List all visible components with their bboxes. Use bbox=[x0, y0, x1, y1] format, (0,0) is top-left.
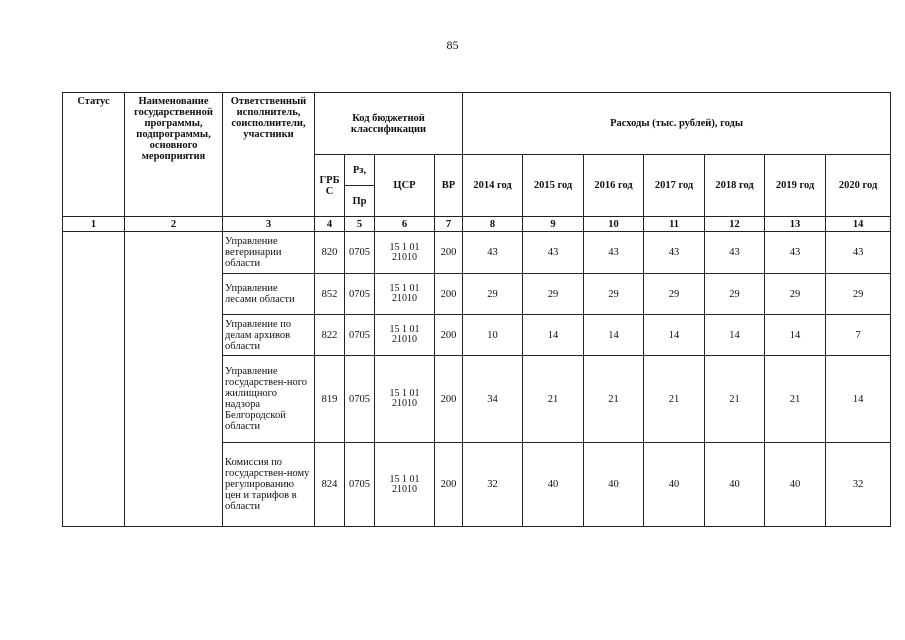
csr-cell bbox=[375, 315, 435, 356]
rzpr-cell: 0705 bbox=[345, 443, 375, 527]
column-number: 6 bbox=[375, 217, 435, 232]
expense-cell: 21 bbox=[523, 356, 584, 443]
expense-cell: 14 bbox=[705, 315, 765, 356]
expense-cell: 29 bbox=[644, 274, 705, 315]
header-program-name: Наименование государственной программы, подпрограммы, основного мероприятия bbox=[125, 93, 223, 217]
expense-cell: 43 bbox=[826, 232, 891, 274]
column-number: 12 bbox=[705, 217, 765, 232]
expense-cell: 43 bbox=[463, 232, 523, 274]
expense-cell: 21 bbox=[705, 356, 765, 443]
expense-cell: 21 bbox=[584, 356, 644, 443]
column-number: 14 bbox=[826, 217, 891, 232]
vr-cell: 200 bbox=[435, 232, 463, 274]
table-row bbox=[63, 232, 891, 274]
column-number: 9 bbox=[523, 217, 584, 232]
rzpr-cell: 0705 bbox=[345, 274, 375, 315]
grbs-cell: 819 bbox=[315, 356, 345, 443]
csr-line-2: 21010 bbox=[392, 334, 417, 345]
csr-cell bbox=[375, 274, 435, 315]
rzpr-cell: 0705 bbox=[345, 356, 375, 443]
expense-cell: 43 bbox=[705, 232, 765, 274]
header-expenses: Расходы (тыс. рублей), годы bbox=[463, 93, 891, 155]
header-row-1 bbox=[63, 93, 891, 155]
expense-cell: 32 bbox=[463, 443, 523, 527]
expense-cell: 21 bbox=[644, 356, 705, 443]
header-budget-code: Код бюджетной классификации bbox=[315, 93, 463, 155]
header-grbs: ГРБ С bbox=[315, 155, 345, 217]
column-number: 11 bbox=[644, 217, 705, 232]
grbs-cell: 822 bbox=[315, 315, 345, 356]
header-executor: Ответственный исполнитель, соисполнители, участники bbox=[223, 93, 315, 217]
csr-line-2: 21010 bbox=[392, 293, 417, 304]
rzpr-cell: 0705 bbox=[345, 315, 375, 356]
header-pr: Пр bbox=[345, 186, 375, 217]
vr-cell: 200 bbox=[435, 443, 463, 527]
grbs-cell: 852 bbox=[315, 274, 345, 315]
header-vr: ВР bbox=[435, 155, 463, 217]
column-number: 3 bbox=[223, 217, 315, 232]
expense-cell: 40 bbox=[765, 443, 826, 527]
csr-line-1: 15 1 01 bbox=[389, 324, 420, 335]
csr-cell bbox=[375, 232, 435, 274]
csr-cell bbox=[375, 443, 435, 527]
csr-line-1: 15 1 01 bbox=[389, 283, 420, 294]
expense-cell: 14 bbox=[523, 315, 584, 356]
column-number: 13 bbox=[765, 217, 826, 232]
expense-cell: 7 bbox=[826, 315, 891, 356]
header-rz: Рз, bbox=[345, 155, 375, 186]
header-status: Статус bbox=[63, 93, 125, 217]
expense-cell: 29 bbox=[523, 274, 584, 315]
csr-line-2: 21010 bbox=[392, 483, 417, 495]
expense-cell: 40 bbox=[705, 443, 765, 527]
vr-cell: 200 bbox=[435, 274, 463, 315]
csr-line-1: 15 1 01 bbox=[389, 388, 420, 399]
expense-cell: 40 bbox=[523, 443, 584, 527]
header-year: 2015 год bbox=[523, 155, 584, 217]
header-year: 2019 год bbox=[765, 155, 826, 217]
expense-cell: 40 bbox=[584, 443, 644, 527]
expense-cell: 29 bbox=[463, 274, 523, 315]
csr-line-1: 15 1 01 bbox=[389, 473, 420, 485]
expense-cell: 29 bbox=[584, 274, 644, 315]
expense-cell: 40 bbox=[644, 443, 705, 527]
expense-cell: 43 bbox=[765, 232, 826, 274]
header-csr: ЦСР bbox=[375, 155, 435, 217]
expense-cell: 29 bbox=[765, 274, 826, 315]
column-number: 1 bbox=[63, 217, 125, 232]
column-number: 8 bbox=[463, 217, 523, 232]
expense-cell: 32 bbox=[826, 443, 891, 527]
grbs-cell: 820 bbox=[315, 232, 345, 274]
status-cell bbox=[63, 232, 125, 527]
grbs-cell: 824 bbox=[315, 443, 345, 527]
column-number: 2 bbox=[125, 217, 223, 232]
expense-cell: 14 bbox=[826, 356, 891, 443]
header-year: 2018 год bbox=[705, 155, 765, 217]
expense-cell: 14 bbox=[765, 315, 826, 356]
executor-cell: Управление лесами области bbox=[223, 274, 315, 315]
executor-cell: Управление государствен-ного жилищного надзора Белгородской области bbox=[223, 356, 315, 443]
expense-cell: 43 bbox=[584, 232, 644, 274]
page-number: 85 bbox=[446, 38, 459, 52]
column-number: 4 bbox=[315, 217, 345, 232]
executor-cell: Комиссия по государствен-ному регулированию цен и тарифов в области bbox=[223, 443, 315, 527]
executor-cell: Управление по делам архивов области bbox=[223, 315, 315, 356]
expense-cell: 21 bbox=[765, 356, 826, 443]
csr-line-1: 15 1 01 bbox=[389, 241, 420, 253]
executor-cell: Управление ветеринарии области bbox=[223, 232, 315, 274]
expense-cell: 10 bbox=[463, 315, 523, 356]
header-year: 2017 год bbox=[644, 155, 705, 217]
csr-cell bbox=[375, 356, 435, 443]
program-name-cell bbox=[125, 232, 223, 527]
budget-table bbox=[62, 92, 891, 527]
header-year: 2014 год bbox=[463, 155, 523, 217]
header-year: 2020 год bbox=[826, 155, 891, 217]
csr-line-2: 21010 bbox=[392, 251, 417, 263]
expense-cell: 34 bbox=[463, 356, 523, 443]
expense-cell: 43 bbox=[523, 232, 584, 274]
column-number: 5 bbox=[345, 217, 375, 232]
column-number: 7 bbox=[435, 217, 463, 232]
expense-cell: 14 bbox=[644, 315, 705, 356]
expense-cell: 14 bbox=[584, 315, 644, 356]
vr-cell: 200 bbox=[435, 356, 463, 443]
expense-cell: 43 bbox=[644, 232, 705, 274]
column-numbers-row bbox=[63, 217, 891, 232]
expense-cell: 29 bbox=[705, 274, 765, 315]
vr-cell: 200 bbox=[435, 315, 463, 356]
column-number: 10 bbox=[584, 217, 644, 232]
csr-line-2: 21010 bbox=[392, 398, 417, 409]
header-year: 2016 год bbox=[584, 155, 644, 217]
rzpr-cell: 0705 bbox=[345, 232, 375, 274]
expense-cell: 29 bbox=[826, 274, 891, 315]
